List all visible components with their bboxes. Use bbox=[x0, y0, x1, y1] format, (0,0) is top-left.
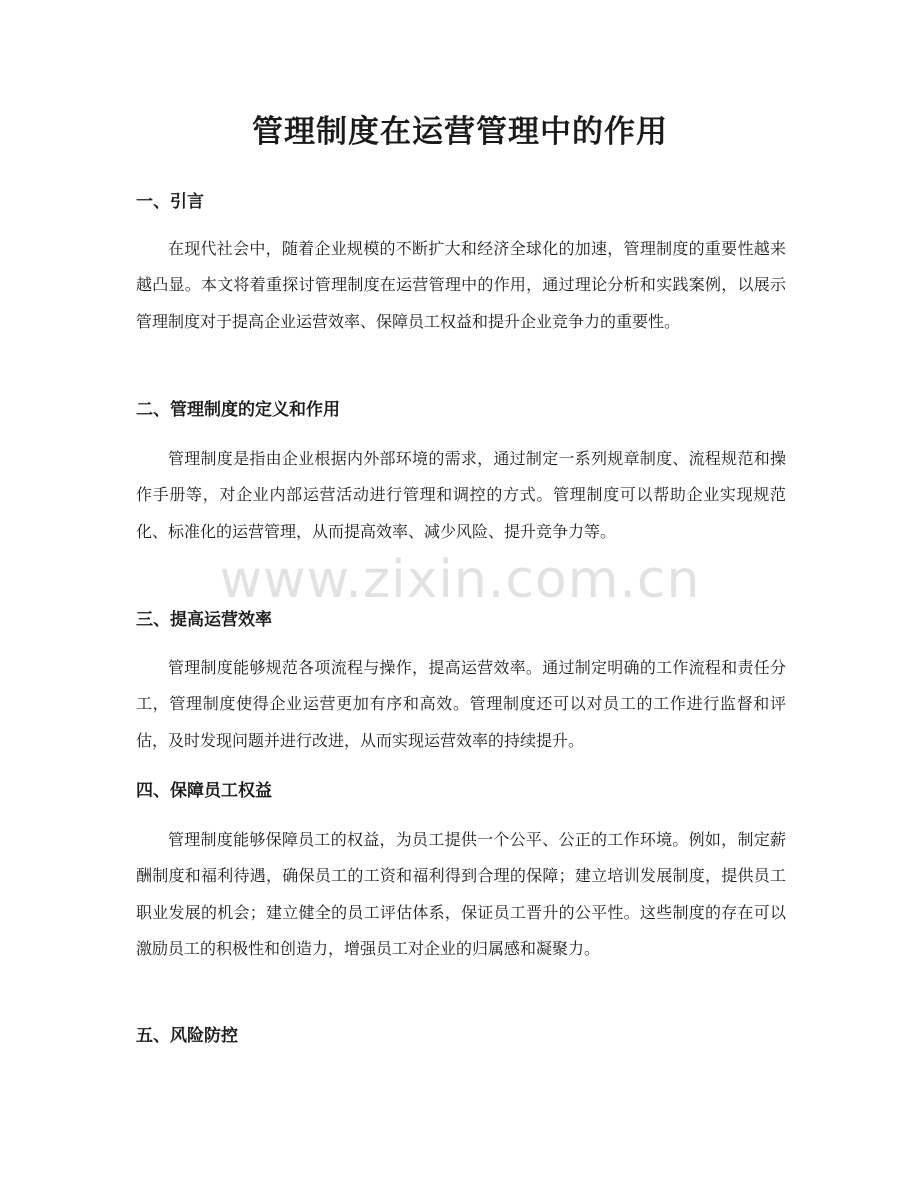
watermark-text: www.zixin.com.cn bbox=[219, 550, 701, 610]
section-paragraph-introduction: 在现代社会中，随着企业规模的不断扩大和经济全球化的加速，管理制度的重要性越来越凸显。本文将着重探讨管理制度在运营管理中的作用，通过理论分析和实践案例，以展示管理制度对于提高企业运营效率、保障员工权益和提升企业竞争力的重要性。 bbox=[136, 239, 786, 331]
section-heading-efficiency: 三、提高运营效率 bbox=[136, 610, 272, 630]
section-paragraph-definition: 管理制度是指由企业根据内外部环境的需求，通过制定一系列规章制度、流程规范和操作手册等，对企业内部运营活动进行管理和调控的方式。管理制度可以帮助企业实现规范化、标准化的运营管理，从而提高效率、减少风险、提升竞争力等。 bbox=[136, 449, 786, 541]
section-heading-risk-control: 五、风险防控 bbox=[136, 1026, 238, 1046]
section-heading-introduction: 一、引言 bbox=[136, 192, 204, 212]
section-heading-employee-rights: 四、保障员工权益 bbox=[136, 781, 272, 801]
section-heading-definition: 二、管理制度的定义和作用 bbox=[136, 400, 340, 420]
section-paragraph-efficiency: 管理制度能够规范各项流程与操作，提高运营效率。通过制定明确的工作流程和责任分工，管理制度使得企业运营更加有序和高效。管理制度还可以对员工的工作进行监督和评估，及时发现问题并进行改进，从而实现运营效率的持续提升。 bbox=[136, 658, 786, 750]
document-title: 管理制度在运营管理中的作用 bbox=[252, 114, 668, 150]
section-paragraph-employee-rights: 管理制度能够保障员工的权益，为员工提供一个公平、公正的工作环境。例如，制定薪酬制度和福利待遇，确保员工的工资和福利得到合理的保障；建立培训发展制度，提供员工职业发展的机会；建立健全的员工评估体系，保证员工晋升的公平性。这些制度的存在可以激励员工的积极性和创造力，增强员工对企业的归属感和凝聚力。 bbox=[136, 830, 786, 958]
